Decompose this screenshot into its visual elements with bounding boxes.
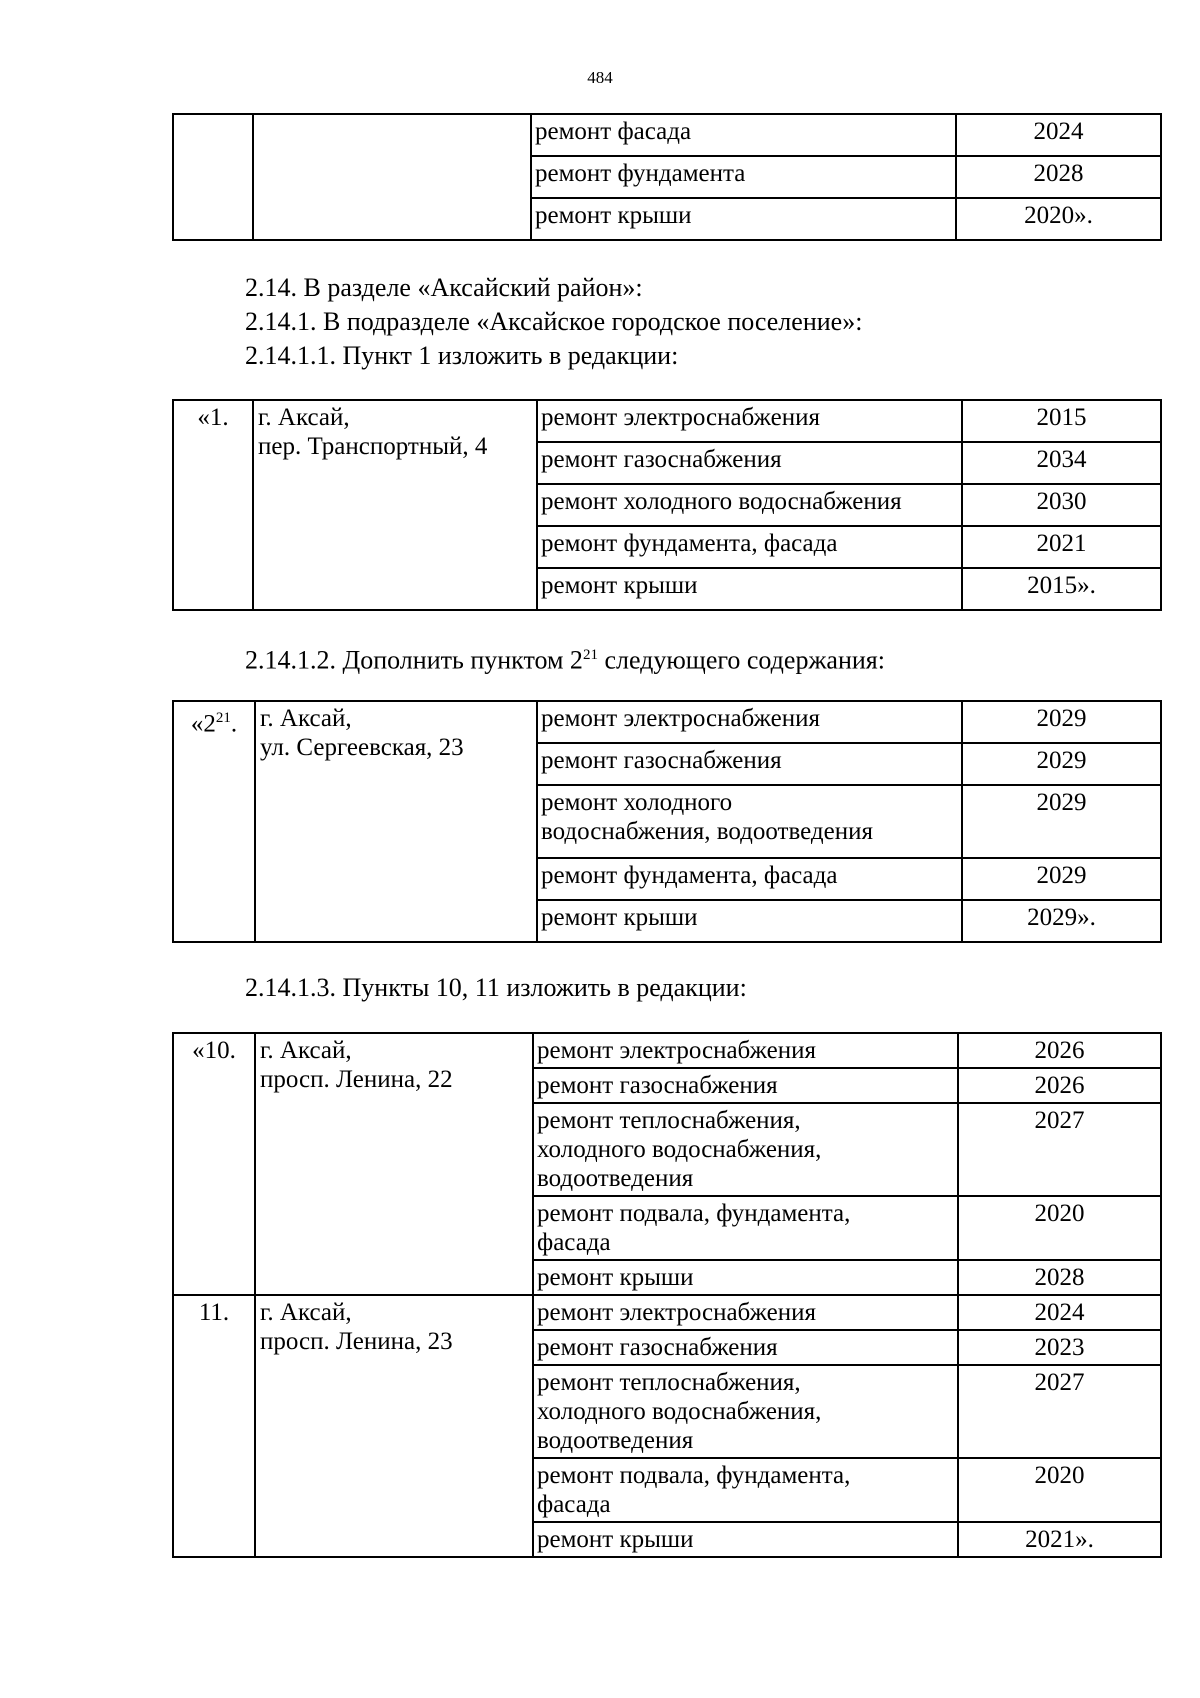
year-cell: 2021». xyxy=(958,1522,1161,1557)
table-items-10-11 xyxy=(172,1032,1162,1558)
page-number: 484 xyxy=(587,68,613,87)
work-cell: ремонт фундамента, фасада xyxy=(537,858,962,900)
address-line: ул. Сергеевская, 23 xyxy=(260,734,464,761)
work-cell: ремонт электроснабжения xyxy=(537,701,962,743)
year-cell: 2024 xyxy=(958,1295,1161,1330)
year-cell: 2029». xyxy=(962,900,1161,942)
year-cell: 2028 xyxy=(956,156,1161,198)
year-cell: 2026 xyxy=(958,1033,1161,1068)
work-cell: ремонт электроснабжения xyxy=(533,1295,958,1330)
number-cell: 11. xyxy=(173,1295,255,1557)
address-line: г. Аксай, xyxy=(258,404,350,431)
work-cell: ремонт подвала, фундамента, фасада xyxy=(533,1196,958,1260)
year-cell: 2027 xyxy=(958,1365,1161,1458)
table-item-2-21 xyxy=(172,700,1162,943)
table-item-1 xyxy=(172,399,1162,611)
address-line: г. Аксай, xyxy=(260,1299,352,1326)
work-cell: ремонт теплоснабжения, холодного водоснабжения, водоотведения xyxy=(533,1103,958,1196)
table-row xyxy=(173,114,1161,156)
paragraph-subsection: 2.14.1. В подразделе «Аксайское городское поселение»: xyxy=(245,307,863,336)
year-cell: 2015 xyxy=(962,400,1161,442)
superscript: 21 xyxy=(582,647,598,663)
year-cell: 2020 xyxy=(958,1196,1161,1260)
table-row xyxy=(173,400,1161,442)
address-cell xyxy=(255,1033,533,1295)
year-cell: 2020». xyxy=(956,198,1161,240)
work-cell: ремонт подвала, фундамента, фасада xyxy=(533,1458,958,1522)
work-cell: ремонт крыши xyxy=(533,1522,958,1557)
year-cell: 2029 xyxy=(962,785,1161,858)
paragraph-add-item xyxy=(245,639,885,677)
work-cell: ремонт газоснабжения xyxy=(537,442,962,484)
work-cell: ремонт крыши xyxy=(531,198,956,240)
address-line: г. Аксай, xyxy=(260,705,352,732)
table-row xyxy=(173,1033,1161,1068)
work-cell: ремонт электроснабжения xyxy=(533,1033,958,1068)
year-cell: 2026 xyxy=(958,1068,1161,1103)
address-cell xyxy=(253,400,537,610)
paragraph-item: 2.14.1.1. Пункт 1 изложить в редакции: xyxy=(245,341,679,370)
work-cell: ремонт электроснабжения xyxy=(537,400,962,442)
year-cell: 2024 xyxy=(956,114,1161,156)
work-cell: ремонт фасада xyxy=(531,114,956,156)
work-cell: ремонт крыши xyxy=(537,900,962,942)
year-cell: 2029 xyxy=(962,858,1161,900)
paragraph-section: 2.14. В разделе «Аксайский район»: xyxy=(245,273,643,302)
number-cell: «$2^{21}$. xyxy=(173,701,255,942)
work-cell: ремонт фундамента xyxy=(531,156,956,198)
work-cell: ремонт газоснабжения xyxy=(533,1330,958,1365)
address-cell xyxy=(255,1295,533,1557)
address-line: г. Аксай, xyxy=(260,1037,352,1064)
paragraph-text: 2.14.1.2. Дополнить пунктом 2 xyxy=(245,645,583,675)
paragraph-items-10-11: 2.14.1.3. Пункты 10, 11 изложить в редакции: xyxy=(245,973,747,1002)
work-cell: ремонт теплоснабжения, холодного водоснабжения, водоотведения xyxy=(533,1365,958,1458)
year-cell: 2028 xyxy=(958,1260,1161,1295)
work-cell: ремонт фундамента, фасада xyxy=(537,526,962,568)
year-cell: 2034 xyxy=(962,442,1161,484)
work-cell: ремонт холодного водоснабжения, водоотведения xyxy=(537,785,962,858)
address-line: пер. Транспортный, 4 xyxy=(258,433,488,460)
address-cell xyxy=(255,701,537,942)
table-continuation xyxy=(172,113,1162,241)
year-cell: 2020 xyxy=(958,1458,1161,1522)
year-cell: 2029 xyxy=(962,743,1161,785)
work-cell: ремонт холодного водоснабжения xyxy=(537,484,962,526)
address-line: просп. Ленина, 22 xyxy=(260,1066,453,1093)
address-cell xyxy=(253,114,531,240)
address-line: просп. Ленина, 23 xyxy=(260,1328,453,1355)
work-cell: ремонт крыши xyxy=(533,1260,958,1295)
year-cell: 2027 xyxy=(958,1103,1161,1196)
work-cell: ремонт газоснабжения xyxy=(533,1068,958,1103)
work-cell: ремонт газоснабжения xyxy=(537,743,962,785)
number-cell xyxy=(173,114,253,240)
number-cell: «1. xyxy=(173,400,253,610)
year-cell: 2030 xyxy=(962,484,1161,526)
year-cell: 2023 xyxy=(958,1330,1161,1365)
year-cell: 2029 xyxy=(962,701,1161,743)
table-row xyxy=(173,701,1161,743)
paragraph-text: следующего содержания: xyxy=(597,645,885,675)
number-cell: «10. xyxy=(173,1033,255,1295)
year-cell: 2021 xyxy=(962,526,1161,568)
year-cell: 2015». xyxy=(962,568,1161,610)
work-cell: ремонт крыши xyxy=(537,568,962,610)
table-row xyxy=(173,1295,1161,1330)
